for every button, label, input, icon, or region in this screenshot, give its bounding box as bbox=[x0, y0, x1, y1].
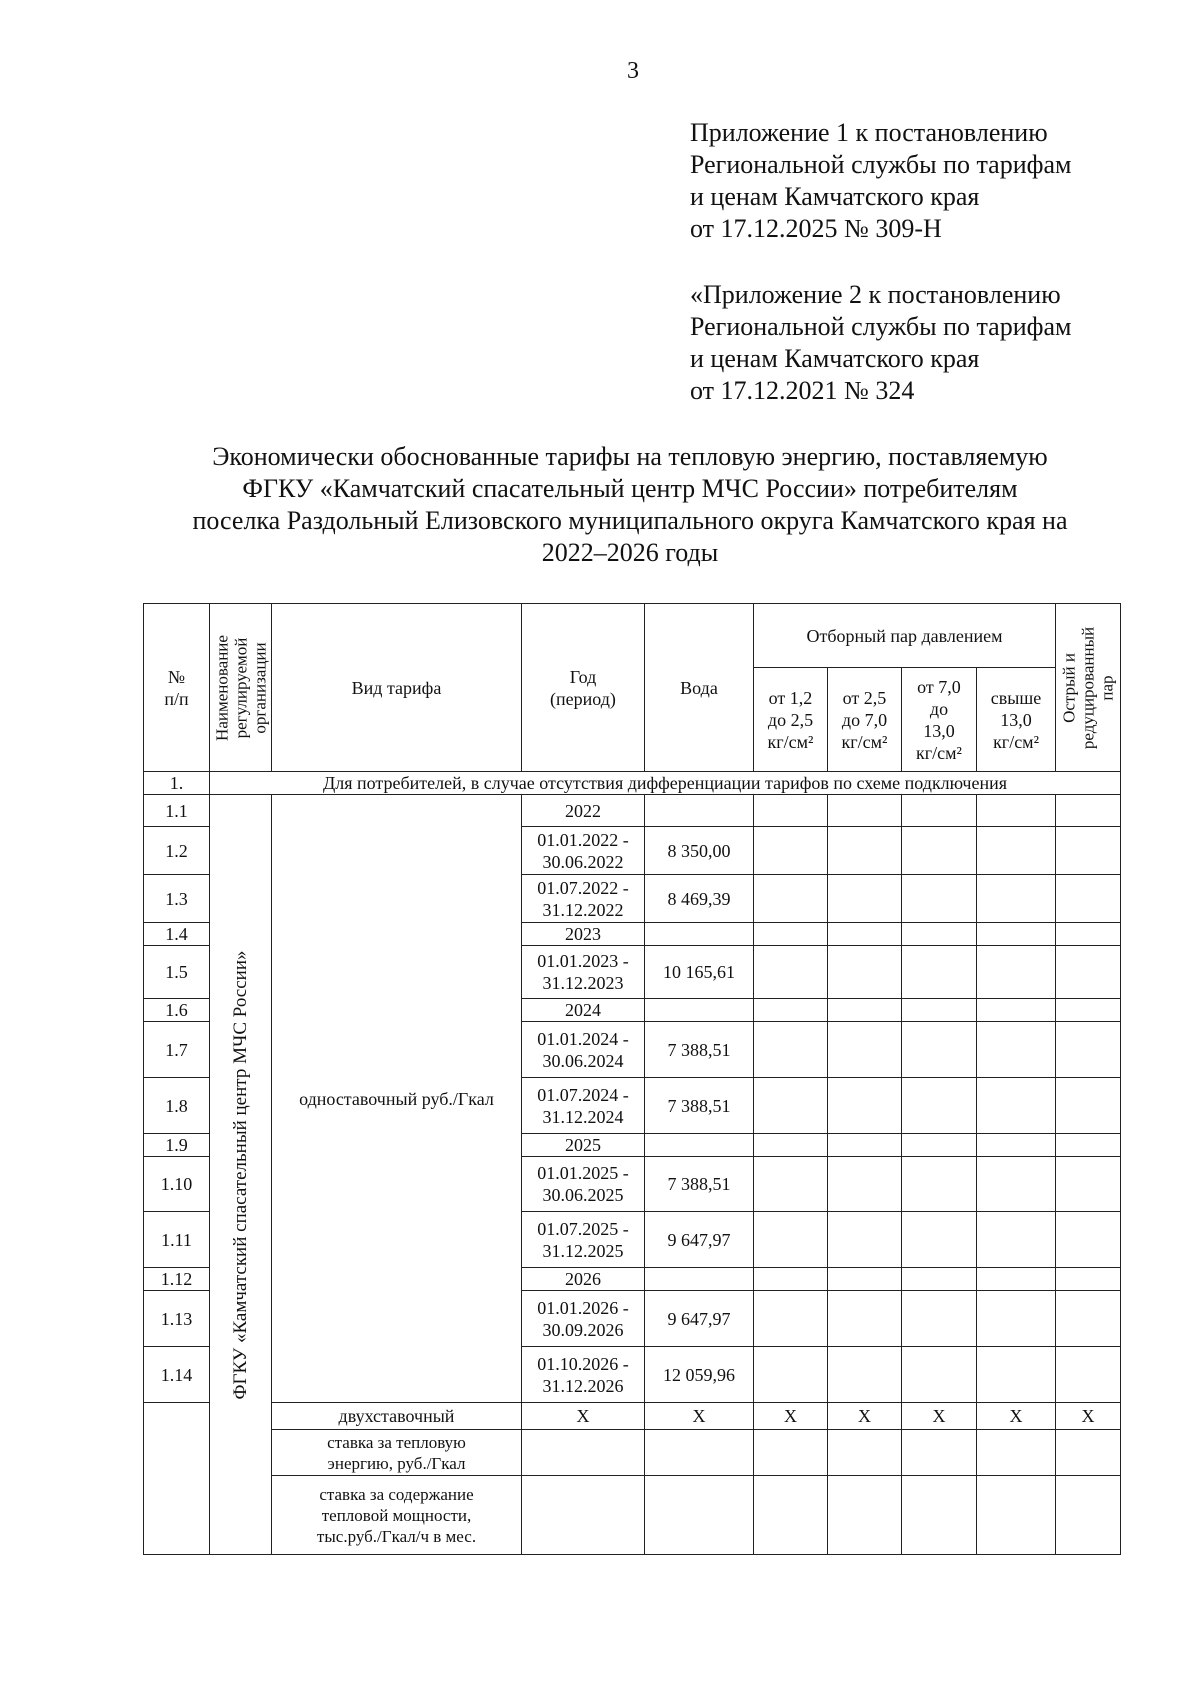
rate-line: ставка за содержание bbox=[319, 1484, 474, 1504]
period-cell bbox=[522, 999, 645, 1022]
empty-value-cell bbox=[977, 1134, 1056, 1157]
header-sharp-line: пар bbox=[1097, 674, 1117, 701]
period-line: 01.07.2025 - bbox=[537, 1218, 629, 1239]
rate-energy-row bbox=[144, 1430, 1121, 1476]
empty-value-cell bbox=[1056, 875, 1121, 923]
period-line: 01.01.2026 - bbox=[537, 1297, 629, 1318]
empty-value-cell bbox=[754, 1430, 828, 1476]
rate-capacity-label bbox=[272, 1476, 522, 1555]
tariff-table bbox=[143, 603, 1121, 1555]
period-cell bbox=[522, 1078, 645, 1134]
empty-value-cell bbox=[1056, 1022, 1121, 1078]
water-value: 10 165,61 bbox=[645, 946, 754, 999]
empty-value-cell bbox=[902, 1291, 977, 1347]
empty-value-cell bbox=[754, 1157, 828, 1212]
appendix-line: от 17.12.2021 № 324 bbox=[690, 376, 915, 405]
empty-value-cell bbox=[754, 875, 828, 923]
appendix-2-reference bbox=[690, 279, 1170, 407]
empty-value-cell bbox=[828, 923, 902, 946]
empty-value-cell bbox=[522, 1476, 645, 1555]
title-line: ФГКУ «Камчатский спасательный центр МЧС России» потребителям bbox=[242, 474, 1018, 503]
row-num: 1.14 bbox=[144, 1347, 210, 1403]
header-org-line: Наименование bbox=[212, 634, 231, 741]
empty-value-cell bbox=[977, 1430, 1056, 1476]
water-value: 12 059,96 bbox=[645, 1347, 754, 1403]
empty-value-cell bbox=[828, 1291, 902, 1347]
empty-value-cell bbox=[977, 946, 1056, 999]
empty-value-cell bbox=[902, 1022, 977, 1078]
empty-value-cell bbox=[754, 1476, 828, 1555]
empty-value-cell bbox=[902, 1476, 977, 1555]
two-rate-label: двухставочный bbox=[272, 1403, 522, 1430]
empty-value-cell bbox=[828, 1078, 902, 1134]
not-applicable-mark: X bbox=[522, 1403, 645, 1430]
section-num: 1. bbox=[144, 772, 210, 795]
period-line: 01.10.2026 - bbox=[537, 1353, 629, 1374]
header-steam-line: от 7,0 bbox=[917, 676, 961, 697]
empty-value-cell bbox=[1056, 795, 1121, 827]
period-line: 2023 bbox=[565, 924, 601, 944]
not-applicable-mark: X bbox=[1056, 1403, 1121, 1430]
not-applicable-mark: X bbox=[828, 1403, 902, 1430]
header-steam-line: до 2,5 bbox=[767, 709, 814, 730]
rate-energy-label bbox=[272, 1430, 522, 1476]
header-steam-col bbox=[828, 668, 902, 772]
empty-value-cell bbox=[645, 1476, 754, 1555]
header-org bbox=[210, 604, 272, 772]
empty-value-cell bbox=[828, 827, 902, 875]
header-tariff-type: Вид тарифа bbox=[272, 604, 522, 772]
empty-value-cell bbox=[828, 1212, 902, 1268]
empty-value-cell bbox=[902, 923, 977, 946]
title-line: 2022–2026 годы bbox=[541, 538, 719, 567]
period-line: 01.07.2024 - bbox=[537, 1084, 629, 1105]
row-num: 1.7 bbox=[144, 1022, 210, 1078]
water-value bbox=[645, 1134, 754, 1157]
empty-value-cell bbox=[902, 1212, 977, 1268]
empty-value-cell bbox=[828, 1430, 902, 1476]
header-year-line: (период) bbox=[550, 688, 616, 709]
period-line: 31.12.2022 bbox=[542, 899, 624, 920]
empty-value-cell bbox=[1056, 1430, 1121, 1476]
row-num: 1.12 bbox=[144, 1268, 210, 1291]
empty-value-cell bbox=[828, 1476, 902, 1555]
empty-value-cell bbox=[977, 1268, 1056, 1291]
page-number: 3 bbox=[627, 58, 639, 84]
appendix-line: Региональной службы по тарифам bbox=[690, 312, 1072, 341]
period-cell bbox=[522, 946, 645, 999]
empty-value-cell bbox=[902, 999, 977, 1022]
period-line: 30.06.2022 bbox=[542, 851, 624, 872]
empty-value-cell bbox=[754, 946, 828, 999]
empty-value-cell bbox=[754, 1078, 828, 1134]
empty-value-cell bbox=[977, 1157, 1056, 1212]
header-steam-col bbox=[902, 668, 977, 772]
period-line: 30.06.2025 bbox=[542, 1185, 624, 1205]
header-steam-line: от 2,5 bbox=[842, 687, 887, 708]
empty-value-cell bbox=[754, 827, 828, 875]
period-line: 31.12.2024 bbox=[542, 1106, 624, 1127]
empty-value-cell bbox=[902, 1078, 977, 1134]
period-cell bbox=[522, 1134, 645, 1157]
rate-line: тепловой мощности, bbox=[321, 1505, 472, 1525]
empty-value-cell bbox=[977, 1476, 1056, 1555]
row-num: 1.10 bbox=[144, 1157, 210, 1212]
single-rate-label: одноставочный руб./Гкал bbox=[272, 795, 522, 1403]
appendix-line: «Приложение 2 к постановлению bbox=[690, 280, 1061, 309]
water-value: 9 647,97 bbox=[645, 1291, 754, 1347]
header-steam-line: кг/см² bbox=[993, 731, 1039, 752]
empty-value-cell bbox=[977, 1078, 1056, 1134]
header-steam-col bbox=[754, 668, 828, 772]
table-row bbox=[144, 795, 1121, 827]
empty-value-cell bbox=[902, 1347, 977, 1403]
empty-value-cell bbox=[754, 1022, 828, 1078]
header-steam-line: до 7,0 bbox=[841, 709, 888, 730]
period-line: 2024 bbox=[565, 1000, 601, 1020]
empty-value-cell bbox=[977, 827, 1056, 875]
org-name: ФГКУ «Камчатский спасательный центр МЧС России» bbox=[229, 949, 251, 1400]
row-num: 1.4 bbox=[144, 923, 210, 946]
empty-value-cell bbox=[977, 795, 1056, 827]
empty-value-cell bbox=[828, 795, 902, 827]
empty-value-cell bbox=[902, 946, 977, 999]
header-year-line: Год bbox=[569, 666, 597, 687]
period-line: 31.12.2025 bbox=[542, 1240, 624, 1261]
empty-value-cell bbox=[902, 795, 977, 827]
empty-value-cell bbox=[977, 1212, 1056, 1268]
header-steam-line: кг/см² bbox=[767, 731, 814, 752]
header-num-line: п/п bbox=[164, 688, 189, 709]
water-value: 7 388,51 bbox=[645, 1157, 754, 1212]
empty-value-cell bbox=[1056, 1078, 1121, 1134]
empty-value-cell bbox=[977, 1022, 1056, 1078]
period-line: 01.07.2022 - bbox=[537, 877, 629, 898]
empty-value-cell bbox=[522, 1430, 645, 1476]
empty-value-cell bbox=[977, 999, 1056, 1022]
water-value bbox=[645, 795, 754, 827]
water-value: 8 469,39 bbox=[645, 875, 754, 923]
header-steam-col bbox=[977, 668, 1056, 772]
empty-value-cell bbox=[902, 1430, 977, 1476]
period-line: 01.01.2024 - bbox=[537, 1028, 629, 1049]
empty-value-cell bbox=[828, 1268, 902, 1291]
period-line: 01.01.2022 - bbox=[537, 829, 629, 850]
row-num: 1.3 bbox=[144, 875, 210, 923]
header-steam-group: Отборный пар давлением bbox=[754, 604, 1056, 668]
not-applicable-mark: X bbox=[977, 1403, 1056, 1430]
empty-value-cell bbox=[828, 1157, 902, 1212]
header-org-line: регулируемой bbox=[231, 637, 250, 738]
rate-line: ставка за тепловую bbox=[327, 1432, 466, 1452]
empty-value-cell bbox=[902, 1157, 977, 1212]
empty-value-cell bbox=[754, 1212, 828, 1268]
header-num bbox=[144, 604, 210, 772]
empty-value-cell bbox=[902, 827, 977, 875]
header-water: Вода bbox=[645, 604, 754, 772]
appendix-line: от 17.12.2025 № 309-Н bbox=[690, 214, 942, 243]
period-line: 31.12.2023 bbox=[542, 973, 624, 993]
not-applicable-mark: X bbox=[902, 1403, 977, 1430]
empty-value-cell bbox=[1056, 999, 1121, 1022]
section-row bbox=[144, 772, 1121, 795]
rate-capacity-row bbox=[144, 1476, 1121, 1555]
header-steam-line: кг/см² bbox=[841, 731, 888, 752]
document-title bbox=[130, 441, 1130, 569]
water-value bbox=[645, 1268, 754, 1291]
title-line: поселка Раздольный Елизовского муниципального округа Камчатского края на bbox=[192, 506, 1068, 535]
empty-value-cell bbox=[828, 1134, 902, 1157]
header-steam-line: свыше bbox=[990, 687, 1042, 708]
row-num: 1.2 bbox=[144, 827, 210, 875]
header-sharp-line: Острый и bbox=[1059, 652, 1079, 723]
header-steam-line: 13,0 bbox=[923, 720, 955, 741]
water-value bbox=[645, 999, 754, 1022]
empty-value-cell bbox=[754, 1268, 828, 1291]
row-num: 1.6 bbox=[144, 999, 210, 1022]
water-value: 7 388,51 bbox=[645, 1078, 754, 1134]
empty-value-cell bbox=[1056, 1291, 1121, 1347]
empty-value-cell bbox=[977, 1347, 1056, 1403]
empty-value-cell bbox=[1056, 1347, 1121, 1403]
row-num: 1.9 bbox=[144, 1134, 210, 1157]
empty-value-cell bbox=[977, 1291, 1056, 1347]
section-label: Для потребителей, в случае отсутствия дифференциации тарифов по схеме подключения bbox=[210, 772, 1121, 795]
empty-value-cell bbox=[1056, 946, 1121, 999]
title-line: Экономически обоснованные тарифы на тепловую энергию, поставляемую bbox=[212, 442, 1048, 471]
period-line: 30.09.2026 bbox=[542, 1319, 624, 1340]
period-line: 2025 bbox=[565, 1135, 601, 1155]
row-num: 1.13 bbox=[144, 1291, 210, 1347]
rate-line: тыс.руб./Гкал/ч в мес. bbox=[316, 1526, 477, 1546]
period-line: 01.01.2023 - bbox=[537, 951, 629, 971]
empty-value-cell bbox=[902, 1134, 977, 1157]
empty-value-cell bbox=[1056, 827, 1121, 875]
period-line: 01.01.2025 - bbox=[537, 1163, 629, 1183]
empty-value-cell bbox=[1056, 1134, 1121, 1157]
empty-value-cell bbox=[1056, 1268, 1121, 1291]
two-rate-row bbox=[144, 1403, 1121, 1430]
header-steam-line: кг/см² bbox=[916, 742, 962, 763]
empty-value-cell bbox=[645, 1430, 754, 1476]
empty-value-cell bbox=[1056, 923, 1121, 946]
empty-value-cell bbox=[754, 923, 828, 946]
period-line: 2022 bbox=[565, 800, 601, 821]
empty-value-cell bbox=[902, 1268, 977, 1291]
empty-value-cell bbox=[754, 1347, 828, 1403]
header-year bbox=[522, 604, 645, 772]
header-num-line: № bbox=[167, 666, 186, 687]
period-cell bbox=[522, 875, 645, 923]
appendix-line: Региональной службы по тарифам bbox=[690, 150, 1072, 179]
empty-value-cell bbox=[828, 999, 902, 1022]
row-num-empty bbox=[144, 1403, 210, 1555]
empty-value-cell bbox=[754, 1291, 828, 1347]
empty-value-cell bbox=[828, 1347, 902, 1403]
not-applicable-mark: X bbox=[645, 1403, 754, 1430]
period-line: 2026 bbox=[565, 1269, 601, 1289]
not-applicable-mark: X bbox=[754, 1403, 828, 1430]
water-value: 7 388,51 bbox=[645, 1022, 754, 1078]
period-line: 30.06.2024 bbox=[542, 1050, 624, 1071]
appendix-line: и ценам Камчатского края bbox=[690, 182, 980, 211]
row-num: 1.5 bbox=[144, 946, 210, 999]
empty-value-cell bbox=[754, 999, 828, 1022]
rate-line: энергию, руб./Гкал bbox=[327, 1453, 466, 1473]
empty-value-cell bbox=[828, 946, 902, 999]
empty-value-cell bbox=[1056, 1212, 1121, 1268]
period-cell bbox=[522, 1268, 645, 1291]
water-value: 8 350,00 bbox=[645, 827, 754, 875]
empty-value-cell bbox=[754, 1134, 828, 1157]
empty-value-cell bbox=[1056, 1157, 1121, 1212]
water-value: 9 647,97 bbox=[645, 1212, 754, 1268]
header-sharp-line: редуцированный bbox=[1078, 626, 1098, 749]
period-cell bbox=[522, 795, 645, 827]
org-name-cell bbox=[210, 795, 272, 1555]
empty-value-cell bbox=[977, 923, 1056, 946]
row-num: 1.11 bbox=[144, 1212, 210, 1268]
period-cell bbox=[522, 923, 645, 946]
row-num: 1.8 bbox=[144, 1078, 210, 1134]
period-cell bbox=[522, 1291, 645, 1347]
header-steam-line: до bbox=[929, 698, 949, 719]
header-steam-line: от 1,2 bbox=[768, 687, 813, 708]
empty-value-cell bbox=[977, 875, 1056, 923]
period-cell bbox=[522, 1347, 645, 1403]
header-org-line: организации bbox=[250, 641, 269, 734]
empty-value-cell bbox=[828, 1022, 902, 1078]
period-cell bbox=[522, 1022, 645, 1078]
water-value bbox=[645, 923, 754, 946]
header-steam-line: 13,0 bbox=[1000, 709, 1032, 730]
empty-value-cell bbox=[828, 875, 902, 923]
appendix-line: Приложение 1 к постановлению bbox=[690, 118, 1048, 147]
appendix-1-reference bbox=[690, 117, 1170, 245]
appendix-line: и ценам Камчатского края bbox=[690, 344, 980, 373]
empty-value-cell bbox=[1056, 1476, 1121, 1555]
period-line: 31.12.2026 bbox=[542, 1375, 624, 1396]
empty-value-cell bbox=[754, 795, 828, 827]
empty-value-cell bbox=[902, 875, 977, 923]
row-num: 1.1 bbox=[144, 795, 210, 827]
header-sharp-steam bbox=[1056, 604, 1121, 772]
period-cell bbox=[522, 1157, 645, 1212]
period-cell bbox=[522, 1212, 645, 1268]
period-cell bbox=[522, 827, 645, 875]
